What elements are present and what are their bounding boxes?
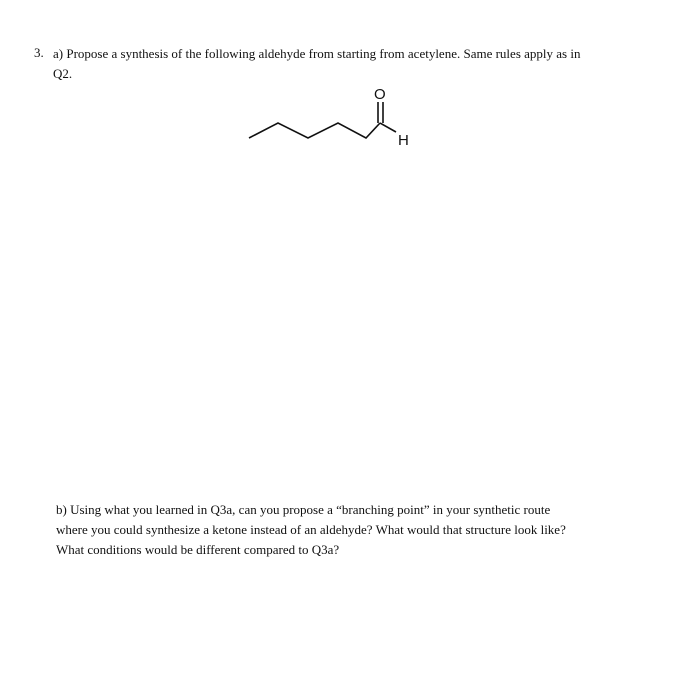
- aldehyde-h-bond: [380, 123, 396, 132]
- part-b-prompt: [56, 500, 646, 560]
- part-a-line-2: Q2.: [53, 66, 73, 81]
- part-a-prompt: [53, 44, 633, 84]
- part-b-line-3: What conditions would be different compared to Q3a?: [56, 542, 340, 557]
- question-number: 3.: [34, 45, 44, 60]
- aldehyde-skeletal-structure: [240, 80, 440, 160]
- hydrogen-label: H: [398, 132, 409, 149]
- part-b-line-1: b) Using what you learned in Q3a, can you propose a “branching point” in your synthetic route: [56, 502, 551, 517]
- part-b-line-2: where you could synthesize a ketone instead of an aldehyde? What would that structure look like?: [56, 522, 566, 537]
- oxygen-label: O: [374, 86, 386, 103]
- part-a-line-1: a) Propose a synthesis of the following aldehyde from starting from acetylene. Same rules apply as in: [53, 46, 581, 61]
- carbon-chain: [249, 123, 380, 138]
